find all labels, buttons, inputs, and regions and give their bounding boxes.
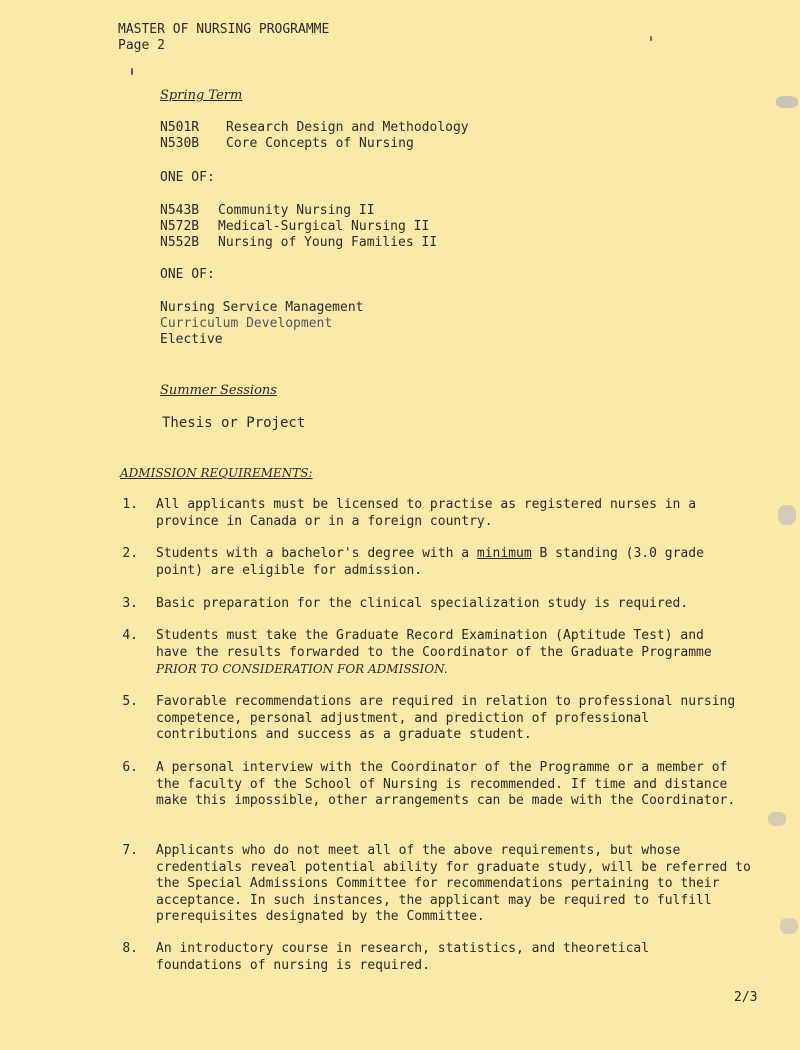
item-number: 5. [122, 694, 138, 709]
item-number: 8. [122, 941, 138, 956]
item-number: 7. [122, 843, 138, 858]
scan-smudge [768, 812, 786, 826]
summer-session-heading: Summer Sessions [160, 383, 277, 398]
course-row [160, 203, 375, 219]
option-item: Elective [160, 332, 223, 347]
course-name: Research Design and Methodology [226, 120, 469, 135]
requirement-text: A personal interview with the Coordinator of the Programme or a member of the faculty of the School of Nursing is recommended. If time and distance make this impossible, other arrangements can be made with the Coordinator. [156, 760, 736, 808]
requirement-text-part: B standing (3.0 grade point) are eligible for admission. [156, 546, 704, 578]
page-number: 2/3 [734, 990, 758, 1005]
course-code: N501R [160, 120, 200, 135]
item-number: 4. [122, 628, 138, 643]
course-code: N552B [160, 235, 200, 250]
requirement-text: All applicants must be licensed to practise as registered nurses in a province in Canada or in a foreign country. [156, 497, 697, 529]
one-of-label: ONE OF: [160, 170, 215, 185]
course-code: N530B [160, 136, 200, 151]
summer-session-item: Thesis or Project [162, 415, 306, 431]
scan-smudge [780, 918, 798, 934]
document-title: MASTER OF NURSING PROGRAMME [118, 22, 330, 37]
scan-smudge [778, 505, 796, 525]
requirement-text: An introductory course in research, statistics, and theoretical foundations of nursing is required. [156, 941, 650, 973]
option-item: Curriculum Development [160, 316, 333, 331]
requirement-text-part: Students must take the Graduate Record Examination (Aptitude Test) and have the results forwarded to the Coordinator of the Graduate Programme [156, 628, 712, 660]
course-name: Nursing of Young Families II [218, 235, 438, 250]
requirement-text [156, 546, 746, 579]
scan-speck [131, 68, 133, 75]
course-row [160, 235, 437, 251]
scan-smudge [776, 96, 798, 108]
course-code: N572B [160, 219, 200, 234]
course-row [160, 136, 414, 152]
course-name: Core Concepts of Nursing [226, 136, 414, 151]
admission-heading: ADMISSION REQUIREMENTS: [120, 466, 313, 480]
item-number: 3. [122, 596, 138, 611]
course-name: Medical-Surgical Nursing II [218, 219, 430, 234]
option-item: Nursing Service Management [160, 300, 364, 315]
course-row [160, 120, 469, 136]
item-number: 6. [122, 760, 138, 775]
emphasis-text: PRIOR TO CONSIDERATION FOR ADMISSION. [156, 662, 448, 676]
item-number: 2. [122, 546, 138, 561]
requirement-text [156, 628, 716, 679]
course-row [160, 219, 429, 235]
item-number: 1. [122, 497, 138, 512]
page-label: Page 2 [118, 38, 165, 53]
course-code: N543B [160, 203, 200, 218]
course-name: Community Nursing II [218, 203, 375, 218]
spring-term-heading: Spring Term [160, 88, 243, 103]
one-of-label: ONE OF: [160, 267, 215, 282]
underlined-word: minimum [476, 546, 532, 561]
scan-speck [650, 36, 652, 41]
requirement-text: Favorable recommendations are required in relation to professional nursing competence, personal adjustment, and prediction of professional contributions and success as a graduate student. [156, 694, 736, 742]
requirement-text-part: Students with a bachelor's degree with a [156, 546, 477, 561]
requirement-text: Applicants who do not meet all of the above requirements, but whose credentials reveal potential ability for graduate study, will be referred to the Special Admissions Committee for recommendations pertaining to their acceptance. In such instances, the applicant may be required to fulfill prerequisites designated by the Committee. [156, 843, 751, 924]
requirement-text: Basic preparation for the clinical specialization study is required. [156, 596, 689, 611]
